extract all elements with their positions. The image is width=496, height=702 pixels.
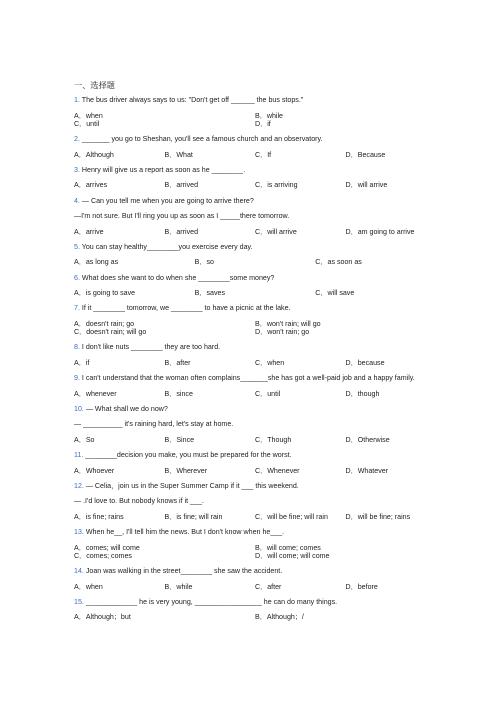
options <box>74 436 436 444</box>
option-a: A．doesn't rain; go <box>74 319 135 328</box>
dialogue-line: —I'm not sure. But I'll ring you up as soon as I _____there tomorrow. <box>74 212 290 221</box>
option-b: B．saves <box>194 289 225 298</box>
option-b: B．after <box>164 358 191 367</box>
option-b: B．so <box>194 258 214 267</box>
option-d: D．if <box>255 119 271 128</box>
option-b: B．Since <box>164 435 195 444</box>
question-stem: _______ you go to Sheshan, you'll see a famous church and an observatory. <box>81 135 323 144</box>
question-5 <box>74 243 436 267</box>
question-7 <box>74 304 436 336</box>
question-stem: Joan was walking in the street________ she saw the accident. <box>85 567 283 576</box>
option-a: A．is going to save <box>74 289 136 298</box>
question-number: 5. <box>74 242 80 251</box>
question-15 <box>74 598 436 622</box>
option-a: A．if <box>74 358 90 367</box>
option-a: A．when <box>74 111 103 120</box>
option-b: B．is fine; will rain <box>164 512 223 521</box>
option-d: D．will be fine; rains <box>345 512 411 521</box>
options <box>74 258 436 266</box>
option-c: C．when <box>255 358 285 367</box>
question-number: 4. <box>74 196 80 205</box>
question-14 <box>74 567 436 591</box>
question-1 <box>74 96 436 128</box>
option-c: C．will save <box>315 289 355 298</box>
option-a: A．arrives <box>74 181 108 190</box>
question-number: 7. <box>74 304 80 313</box>
question-stem: _____________ he is very young, _________________ he can do many things. <box>85 597 338 606</box>
option-d: D．am going to arrive <box>345 227 415 236</box>
option-b: B．since <box>164 389 193 398</box>
question-number: 14. <box>74 567 84 576</box>
option-d: D．Whatever <box>345 466 389 475</box>
question-number: 6. <box>74 273 80 282</box>
option-d: D．will come; will come <box>255 551 330 560</box>
question-number: 3. <box>74 165 80 174</box>
dialogue-line: — .I'd love to. But nobody knows if it ___. <box>74 497 204 506</box>
option-c: C．until <box>74 119 100 128</box>
options <box>74 513 436 521</box>
option-a: A．Whoever <box>74 466 115 475</box>
question-number: 11. <box>74 451 84 460</box>
options <box>74 181 436 189</box>
question-stem: What does she want to do when she ________some money? <box>81 273 275 282</box>
option-a: A．as long as <box>74 258 119 267</box>
question-number: 12. <box>74 481 84 490</box>
option-c: C．after <box>255 582 282 591</box>
option-c: C．Whenever <box>255 466 300 475</box>
option-d: D．won't rain; go <box>255 328 310 337</box>
option-b: B．while <box>255 111 283 120</box>
option-a: A．arrive <box>74 227 104 236</box>
option-c: C．as soon as <box>315 258 362 267</box>
question-stem: — Celia，join us in the Super Summer Camp if it ___ this weekend. <box>85 481 299 490</box>
option-c: C．is arriving <box>255 181 298 190</box>
option-d: D．will arrive <box>345 181 388 190</box>
option-a: A．is fine; rains <box>74 512 124 521</box>
section-title: 一、选择题 <box>74 81 115 90</box>
question-stem: I can't understand that the woman often complains_______she has got a well-paid job and a happy family. <box>81 374 415 383</box>
option-c: C．until <box>255 389 281 398</box>
options <box>74 228 436 236</box>
options <box>74 112 436 128</box>
option-c: C．doesn't rain; will go <box>74 328 147 337</box>
option-c: C．comes; comes <box>74 551 132 560</box>
question-stem: You can stay healthy________you exercise every day. <box>81 242 253 251</box>
option-b: B．What <box>164 150 193 159</box>
options <box>74 289 436 297</box>
option-b: B．Although；/ <box>255 613 304 622</box>
options <box>74 390 436 398</box>
option-a: A．when <box>74 582 103 591</box>
options <box>74 467 436 475</box>
question-8 <box>74 343 436 367</box>
options <box>74 359 436 367</box>
option-c: C．will be fine; will rain <box>255 512 328 521</box>
option-b: B．will come; comes <box>255 543 321 552</box>
option-d: D．before <box>345 582 378 591</box>
option-c: C．If <box>255 150 272 159</box>
option-d: D．Otherwise <box>345 435 390 444</box>
question-number: 9. <box>74 374 80 383</box>
question-stem: The bus driver always says to us: "Don't get off ______ the bus stops." <box>81 96 304 105</box>
question-11 <box>74 451 436 475</box>
option-b: B．arrived <box>164 227 199 236</box>
question-stem: — Can you tell me when you are going to arrive there? <box>81 196 254 205</box>
option-a: A．Although；but <box>74 613 131 622</box>
question-4 <box>74 197 436 236</box>
option-b: B．won't rain; will go <box>255 319 321 328</box>
question-2 <box>74 135 436 159</box>
question-stem: Henry will give us a report as soon as he ________. <box>81 165 246 174</box>
question-number: 8. <box>74 343 80 352</box>
option-d: D．because <box>345 358 385 367</box>
option-d: D．though <box>345 389 380 398</box>
question-13 <box>74 528 436 560</box>
option-b: B．Wherever <box>164 466 208 475</box>
option-c: C．Though <box>255 435 292 444</box>
option-b: B．arrived <box>164 181 199 190</box>
question-number: 10. <box>74 405 84 414</box>
option-a: A．Although <box>74 150 114 159</box>
options <box>74 320 436 336</box>
options <box>74 613 436 621</box>
question-stem: If it ________ tomorrow, we ________ to have a picnic at the lake. <box>81 304 291 313</box>
question-number: 2. <box>74 135 80 144</box>
question-10 <box>74 405 436 444</box>
option-c: C．will arrive <box>255 227 297 236</box>
option-b: B．while <box>164 582 193 591</box>
question-number: 15. <box>74 597 84 606</box>
question-stem: When he__, I'll tell him the news. But I don't know when he___. <box>85 528 285 537</box>
options <box>74 544 436 560</box>
question-stem: — What shall we do now? <box>85 405 168 414</box>
question-12 <box>74 482 436 521</box>
question-number: 1. <box>74 96 80 105</box>
question-9 <box>74 374 436 398</box>
option-a: A．So <box>74 435 95 444</box>
option-d: D．Because <box>345 150 386 159</box>
option-a: A．whenever <box>74 389 117 398</box>
question-stem: ________decision you make, you must be prepared for the worst. <box>85 451 292 460</box>
options <box>74 151 436 159</box>
options <box>74 583 436 591</box>
question-3 <box>74 166 436 190</box>
dialogue-line: — __________ it's raining hard, let's stay at home. <box>74 420 234 429</box>
option-a: A．comes; will come <box>74 543 140 552</box>
question-stem: I don't like nuts ________ they are too hard. <box>81 343 221 352</box>
question-6 <box>74 274 436 298</box>
question-number: 13. <box>74 528 84 537</box>
